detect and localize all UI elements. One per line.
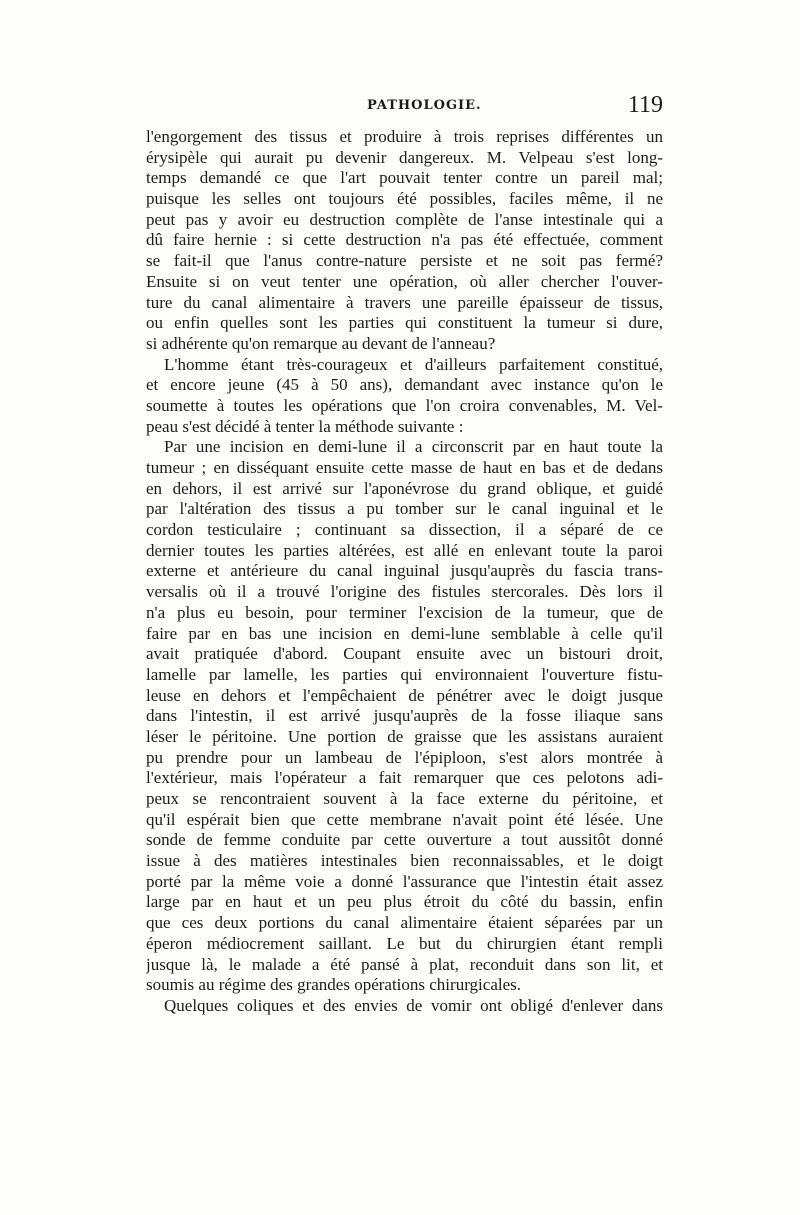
text-line: n'a plus eu besoin, pour terminer l'excision de la tumeur, que de <box>146 602 663 622</box>
text-line: cordon testiculaire ; continuant sa dissection, il a séparé de ce <box>146 520 663 540</box>
running-title: PATHOLOGIE. <box>367 98 482 113</box>
text-line: se fait-il que l'anus contre-nature persiste et ne soit pas fermé? <box>146 251 663 271</box>
text-line: l'extérieur, mais l'opérateur a fait remarquer que ces pelotons adi- <box>146 768 663 788</box>
text-line: avait pratiquée d'abord. Coupant ensuite avec un bistouri droit, <box>146 644 663 664</box>
text-line: lamelle par lamelle, les parties qui environnaient l'ouverture fistu- <box>146 664 663 684</box>
text-line: peau s'est décidé à tenter la méthode suivante : <box>146 416 464 436</box>
text-line: dû faire hernie : si cette destruction n'a pas été effectuée, comment <box>146 230 663 250</box>
text-line: Ensuite si on veut tenter une opération, où aller chercher l'ouver- <box>146 271 663 291</box>
text-line: érysipèle qui aurait pu devenir dangereux. M. Velpeau s'est long- <box>146 147 663 167</box>
text-line: qu'il espérait bien que cette membrane n'avait point été lésée. Une <box>146 809 663 829</box>
text-line: Quelques coliques et des envies de vomir ont obligé d'enlever dans <box>164 995 663 1015</box>
text-line: et encore jeune (45 à 50 ans), demandant avec instance qu'on le <box>146 375 663 395</box>
text-line: versalis où il a trouvé l'origine des fistules stercorales. Dès lors il <box>146 582 663 602</box>
text-line: temps demandé ce que l'art pouvait tenter contre un pareil mal; <box>146 168 663 188</box>
text-line: L'homme étant très-courageux et d'ailleurs parfaitement constitué, <box>164 354 663 374</box>
text-line: ou enfin quelles sont les parties qui constituent la tumeur si dure, <box>146 313 663 333</box>
text-line: externe et antérieure du canal inguinal jusqu'auprès du fascia trans- <box>146 561 663 581</box>
text-line: leuse en dehors et l'empêchaient de pénétrer avec le doigt jusque <box>146 685 663 705</box>
text-line: dans l'intestin, il est arrivé jusqu'auprès de la fosse iliaque sans <box>146 706 663 726</box>
text-line: ture du canal alimentaire à travers une pareille épaisseur de tissus, <box>146 292 663 312</box>
body-text <box>146 127 663 1017</box>
text-line: si adhérente qu'on remarque au devant de l'anneau? <box>146 333 496 353</box>
text-line: en dehors, il est arrivé sur l'aponévrose du grand oblique, et guidé <box>146 478 663 498</box>
text-line: soumis au régime des grandes opérations chirurgicales. <box>146 975 521 995</box>
text-line: faire par en bas une incision en demi-lune semblable à celle qu'il <box>146 623 663 643</box>
text-line: peux se rencontraient souvent à la face externe du péritoine, et <box>146 789 663 808</box>
text-line: porté par la même voie a donné l'assurance que l'intestin était assez <box>146 871 663 891</box>
text-line: issue à des matières intestinales bien reconnaissables, et le doigt <box>146 851 663 871</box>
text-line: léser le péritoine. Une portion de graisse que les assistans auraient <box>146 726 663 746</box>
text-line: tumeur ; en disséquant ensuite cette masse de haut en bas et de dedans <box>146 458 663 477</box>
text-line: Par une incision en demi-lune il a circonscrit par en haut toute la <box>164 437 663 457</box>
text-line: sonde de femme conduite par cette ouverture a tout aussitôt donné <box>146 830 663 850</box>
text-line: pu prendre pour un lambeau de l'épiploon, s'est alors montrée à <box>146 747 663 767</box>
running-head <box>142 92 669 122</box>
text-line: puisque les selles ont toujours été possibles, faciles même, il ne <box>146 189 663 209</box>
text-line: l'engorgement des tissus et produire à trois reprises différentes un <box>146 127 663 146</box>
text-line: que ces deux portions du canal alimentaire étaient séparées par un <box>146 913 663 933</box>
text-line: peut pas y avoir eu destruction complète de l'anse intestinale qui a <box>146 209 663 229</box>
text-line: par l'altération des tissus a pu tomber sur le canal inguinal et le <box>146 499 663 519</box>
text-line: éperon médiocrement saillant. Le but du chirurgien étant rempli <box>146 933 663 953</box>
text-line: jusque là, le malade a été pansé à plat, reconduit dans son lit, et <box>146 954 663 974</box>
text-line: soumette à toutes les opérations que l'on croira convenables, M. Vel- <box>146 395 663 415</box>
page-number: 119 <box>627 92 663 118</box>
text-line: dernier toutes les parties altérées, est allé en enlevant toute la paroi <box>146 540 663 560</box>
text-line: large par en haut et un peu plus étroit du côté du bassin, enfin <box>146 892 663 912</box>
